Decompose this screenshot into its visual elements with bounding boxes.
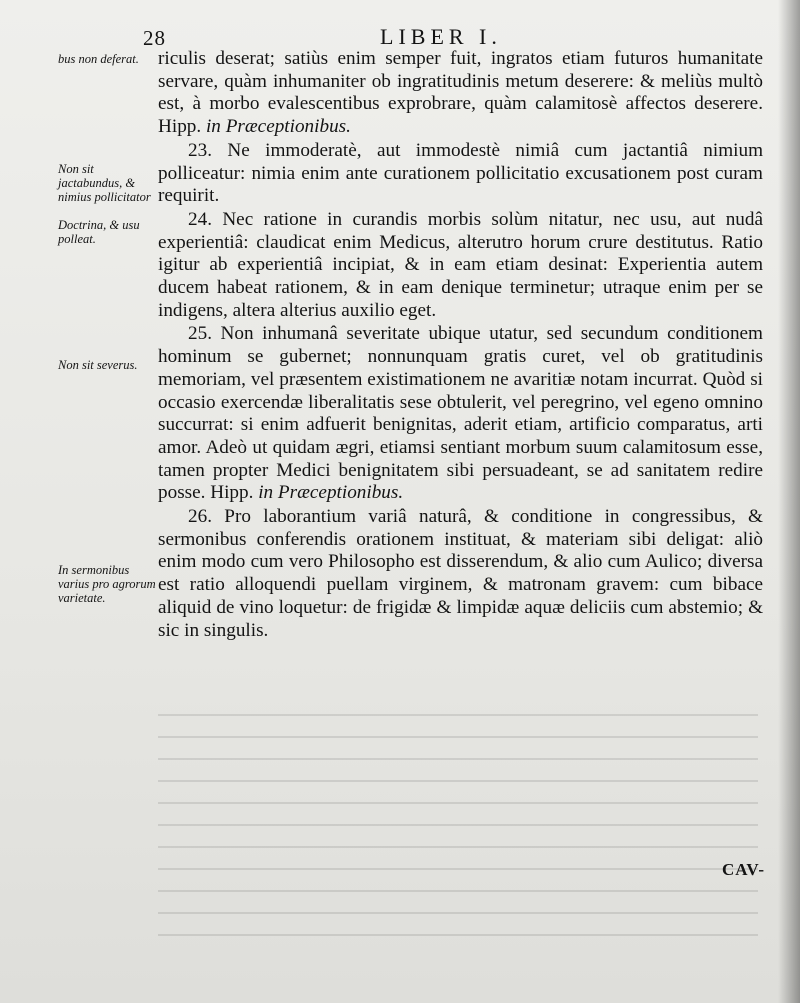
citation: in Præceptionibus.	[258, 482, 404, 504]
paragraph-26: 26. Pro laborantium variâ naturâ, & conditione in congressibus, & sermonibus conferendis orationem instituat, & materiam sibi deligat: aliò enim modo cum vero Philosopho est disserendum, & alio cum Aulico; diversa est ratio alloquendi puellam virginem, & matronam gravem: cum bibace aliquid de vino loquetur: de frigidæ & limpidæ aquæ deliciis cum abstemio; & sic in singulis.	[158, 506, 763, 641]
margin-note-2: Non sit jactabundus, & nimius pollicitator	[58, 162, 151, 204]
catchword: CAV-	[722, 860, 766, 879]
paragraph-25: 25. Non inhumanâ severitate ubique utatur, sed secundum conditionem hominum se gubernet; nonnunquam gratis curet, vel ob gratitudinis memoriam, vel præsentem existimationem ne avaritiæ notam incurrat. Quòd si occasio exercendæ liberalitatis sese obtulerit, vel peregrino, vel egeno omnino succurrat: si enim adfuerit benignitas, aderit etiam, artificio comparatus, arti amor. Adeò ut quidam ægri, etiamsi sentiant morbum suum calamitosum esse, tamen propter Medici benignitatem sibi persuadeant, se ad sanitatem redire posse. Hipp. in Præceptionibus.	[158, 323, 763, 504]
margin-note-4: Non sit severus.	[58, 358, 138, 372]
paragraph-24: 24. Nec ratione in curandis morbis solùm nitatur, nec usu, aut nudâ experientiâ: claudicat enim Medicus, alterutro horum crure destitutus. Ratio igitur ab experientiâ incipiat, & in eam etiam desinat: Experientia autem ducem habeat rationem, & in eam denique terminetur; utraque enim per se indigens, altera alterius auxilio eget.	[158, 208, 763, 321]
paragraph-continuation: riculis deserat; satiùs enim semper fuit, ingratos etiam futuros humanitate servare, quàm inhumaniter ob ingratitudinis metum deserere: & meliùs multò est, à morbo evalescentibus exprobrare, quàm calamitosè affectos deserere. Hipp. in Præceptionibus.	[158, 48, 763, 138]
main-text-block	[158, 48, 763, 642]
margin-note-3: Doctrina, & usu polleat.	[58, 218, 140, 246]
running-head: LIBER I.	[380, 24, 502, 49]
margin-note-1: bus non deferat.	[58, 52, 139, 66]
margin-note-5: In sermonibus varius pro agrorum varietate.	[58, 563, 156, 605]
page-number: 28	[143, 26, 166, 50]
page-edge-shadow	[778, 0, 800, 1003]
paragraph-23: 23. Ne immoderatè, aut immodestè nimiâ cum jactantiâ nimium polliceatur: nimia enim ante curationem pollicitatio excusationem post curam requirit.	[158, 139, 763, 207]
show-through-texture	[158, 700, 758, 940]
citation: in Præceptionibus.	[205, 116, 351, 138]
